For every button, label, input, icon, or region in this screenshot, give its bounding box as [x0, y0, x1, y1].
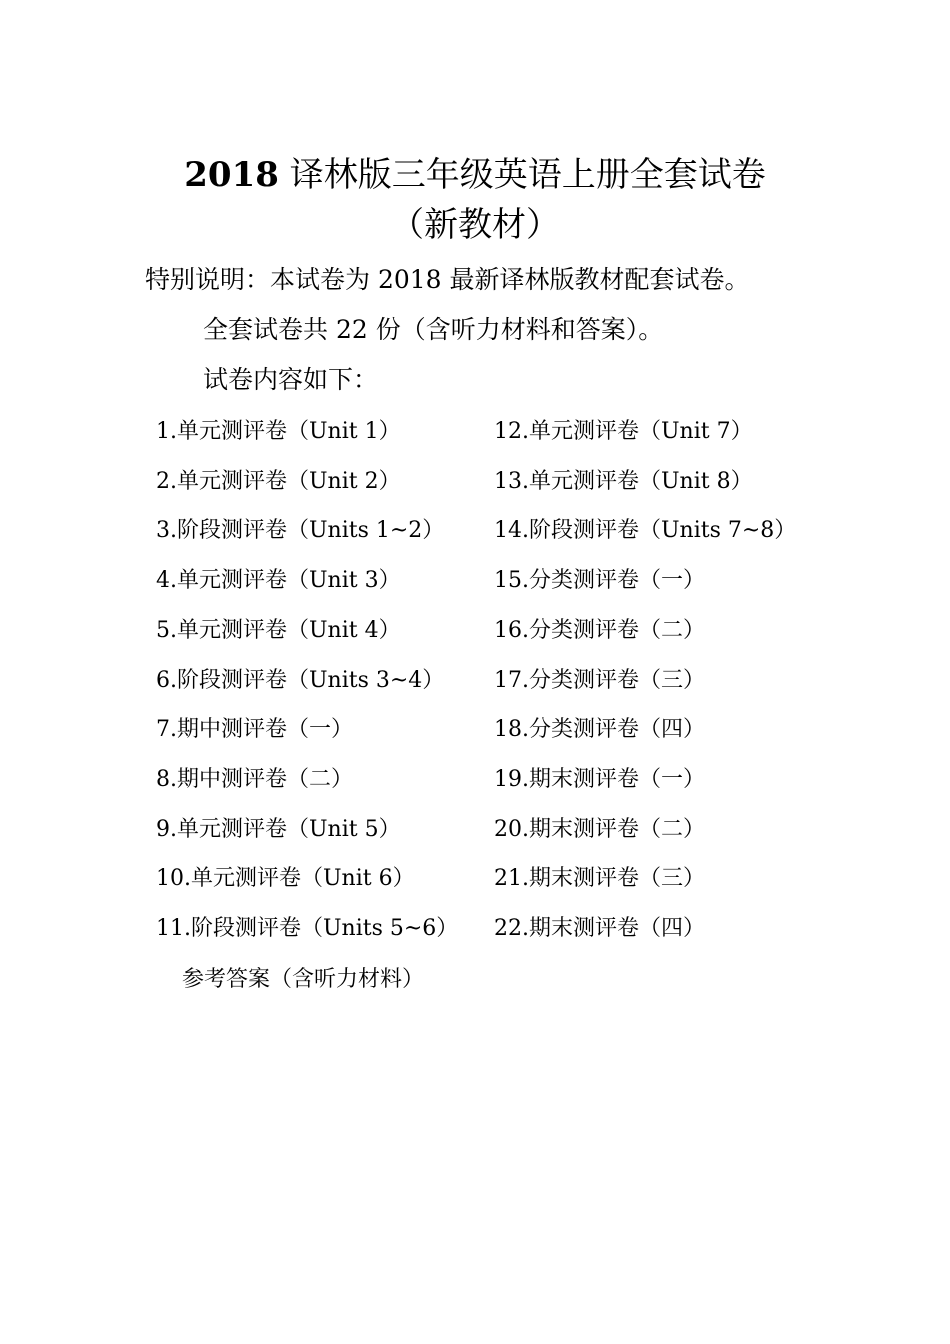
toc-item-number: 10.: [156, 866, 191, 891]
title-year: 2018: [184, 155, 279, 195]
toc-item-number: 1.: [156, 419, 177, 444]
toc-item: [494, 766, 705, 794]
toc-item-label: 单元测评卷（Unit 2）: [177, 469, 401, 494]
toc-item-number: 4.: [156, 568, 177, 593]
toc-item: [156, 468, 401, 496]
toc-item: [156, 617, 401, 645]
toc-item: [156, 567, 401, 595]
toc-item-label: 阶段测评卷（Units 7~8）: [529, 518, 797, 543]
toc-item-number: 3.: [156, 518, 177, 543]
special-note: 特别说明：本试卷为 2018 最新译林版教材配套试卷。: [145, 265, 750, 294]
toc-item: [156, 766, 353, 794]
toc-item-label: 单元测评卷（Unit 5）: [177, 817, 401, 842]
toc-item-number: 6.: [156, 668, 177, 693]
toc-item-label: 分类测评卷（二）: [529, 618, 706, 643]
toc-item-number: 20.: [494, 817, 529, 842]
toc-item: [156, 716, 353, 744]
toc-item-number: 15.: [494, 568, 529, 593]
toc-item-number: 8.: [156, 767, 177, 792]
toc-item-label: 期末测评卷（三）: [529, 866, 706, 891]
document-subtitle: （新教材）: [390, 205, 560, 245]
toc-item-label: 阶段测评卷（Units 3~4）: [177, 668, 445, 693]
contents-heading: 试卷内容如下：: [203, 365, 379, 394]
toc-item-label: 分类测评卷（三）: [529, 668, 706, 693]
toc-item-label: 单元测评卷（Unit 1）: [177, 419, 401, 444]
toc-item: [494, 667, 705, 695]
toc-item-label: 期末测评卷（二）: [529, 817, 706, 842]
toc-item-label: 单元测评卷（Unit 6）: [191, 866, 415, 891]
toc-item-label: 期中测评卷（一）: [177, 717, 354, 742]
set-summary: 全套试卷共 22 份（含听力材料和答案）。: [203, 315, 664, 344]
toc-item-number: 14.: [494, 518, 529, 543]
toc-item: [156, 418, 401, 446]
toc-item-number: 16.: [494, 618, 529, 643]
toc-item: [494, 816, 705, 844]
toc-item: [494, 517, 796, 545]
toc-item-number: 17.: [494, 668, 529, 693]
toc-item-label: 阶段测评卷（Units 1~2）: [177, 518, 445, 543]
toc-item-number: 22.: [494, 916, 529, 941]
toc-item-label: 单元测评卷（Unit 7）: [529, 419, 753, 444]
toc-item-number: 21.: [494, 866, 529, 891]
title-text: 译林版三年级英语上册全套试卷: [278, 155, 766, 195]
toc-item: [156, 667, 444, 695]
toc-item: [494, 716, 705, 744]
toc-item-label: 单元测评卷（Unit 3）: [177, 568, 401, 593]
toc-item: [156, 816, 401, 844]
toc-item-label: 期末测评卷（一）: [529, 767, 706, 792]
toc-item-label: 分类测评卷（一）: [529, 568, 706, 593]
toc-item: [494, 915, 705, 943]
toc-item-number: 13.: [494, 469, 529, 494]
toc-item-label: 期末测评卷（四）: [529, 916, 706, 941]
toc-item: [494, 617, 705, 645]
toc-item-label: 期中测评卷（二）: [177, 767, 354, 792]
toc-item-number: 5.: [156, 618, 177, 643]
toc-item-number: 19.: [494, 767, 529, 792]
answer-key-item: 参考答案（含听力材料）: [182, 967, 425, 992]
toc-item-number: 2.: [156, 469, 177, 494]
toc-item: [494, 865, 705, 893]
toc-item-number: 12.: [494, 419, 529, 444]
toc-item: [156, 865, 415, 893]
toc-item: [494, 567, 705, 595]
toc-item-label: 阶段测评卷（Units 5~6）: [191, 916, 459, 941]
toc-item: [494, 418, 753, 446]
toc-item-number: 7.: [156, 717, 177, 742]
toc-item: [494, 468, 753, 496]
toc-item-number: 18.: [494, 717, 529, 742]
toc-item-number: 11.: [156, 916, 191, 941]
toc-item-number: 9.: [156, 817, 177, 842]
toc-item-label: 单元测评卷（Unit 8）: [529, 469, 753, 494]
toc-item-label: 单元测评卷（Unit 4）: [177, 618, 401, 643]
toc-item: [156, 517, 444, 545]
toc-item: [156, 915, 458, 943]
toc-item-label: 分类测评卷（四）: [529, 717, 706, 742]
